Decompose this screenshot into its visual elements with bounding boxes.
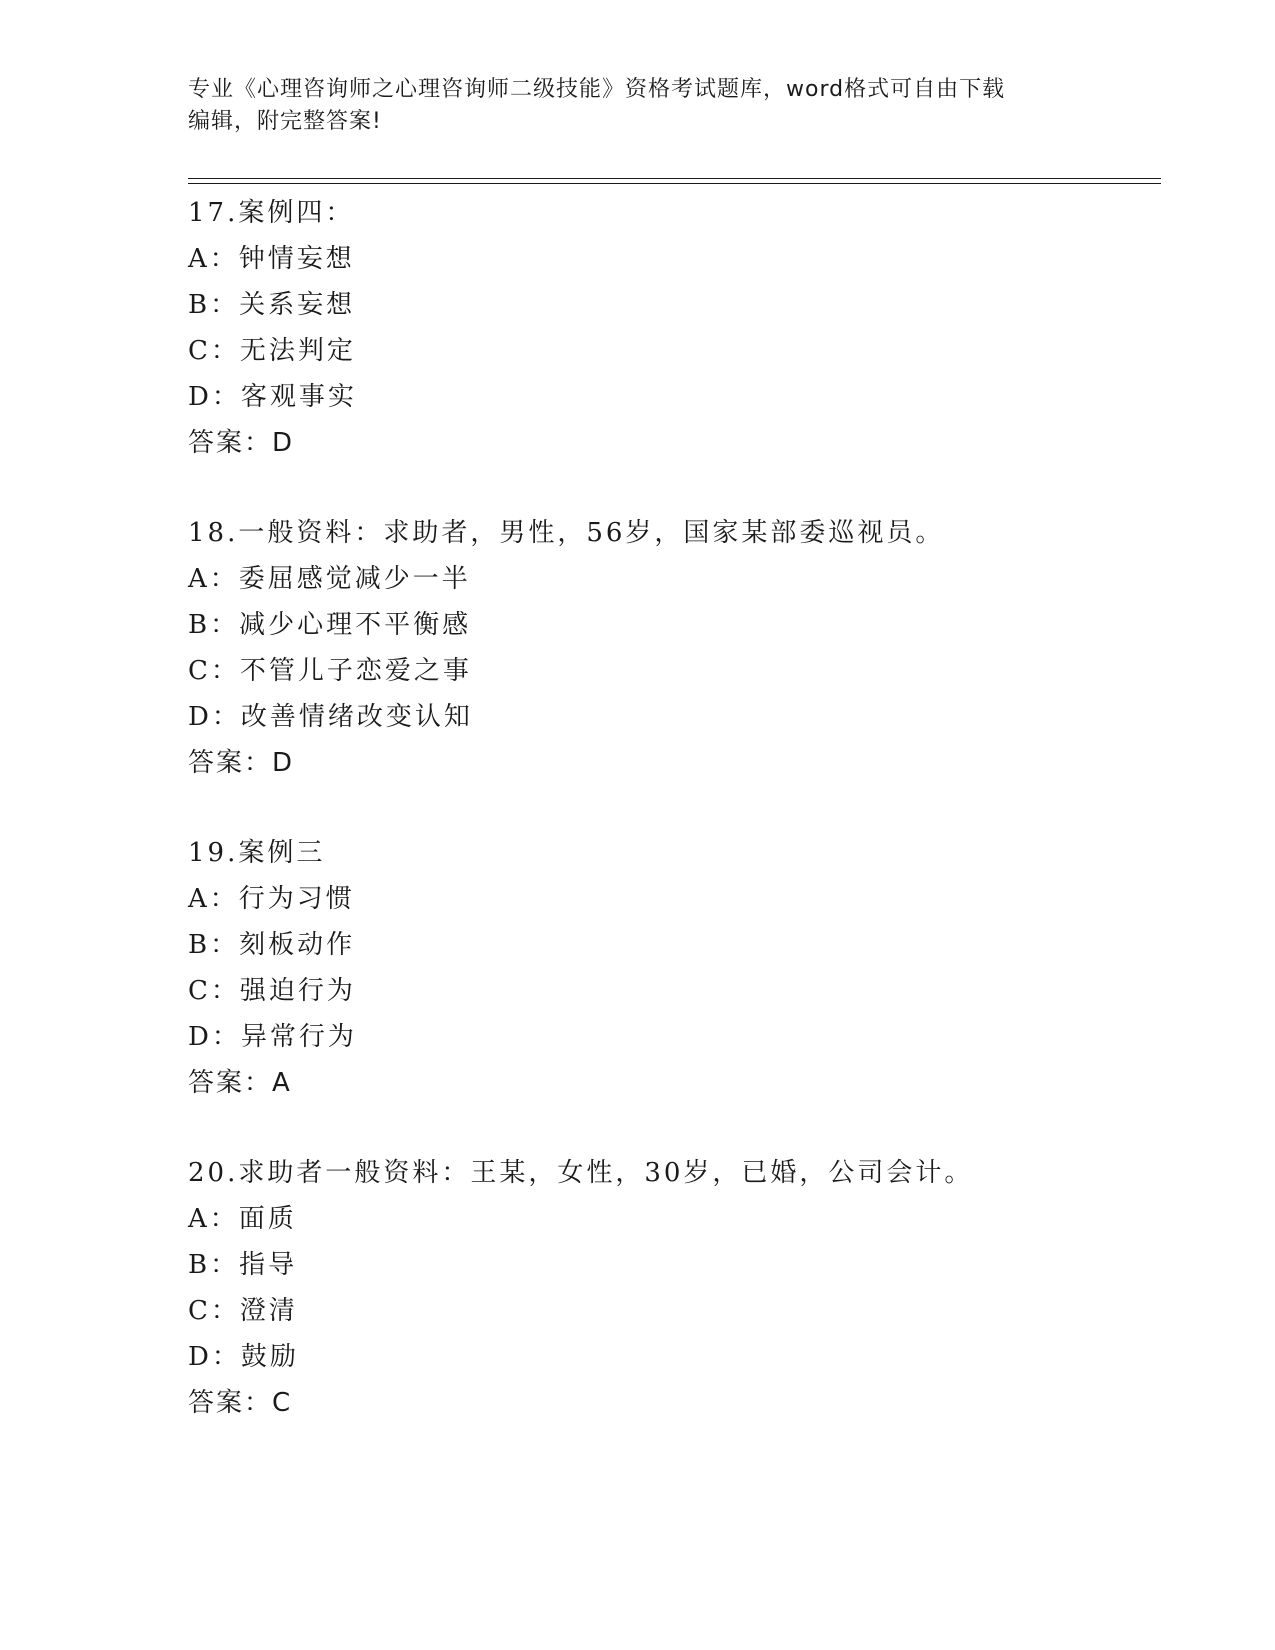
answer-line: 答案：A	[188, 1068, 292, 1098]
document-header	[188, 74, 1088, 138]
option-c: C：不管儿子恋爱之事	[188, 656, 472, 686]
header-line-1: 专业《心理咨询师之心理咨询师二级技能》资格考试题库，word格式可自由下载	[188, 77, 1006, 102]
option-b: B：减少心理不平衡感	[188, 610, 472, 640]
question-19	[188, 830, 1148, 1106]
option-a: A：委屈感觉减少一半	[188, 564, 471, 594]
answer-line: 答案：D	[188, 748, 295, 778]
option-d: D：客观事实	[188, 382, 357, 412]
option-d: D：鼓励	[188, 1342, 299, 1372]
question-20	[188, 1150, 1148, 1426]
option-b: B：关系妄想	[188, 290, 356, 320]
option-a: A：行为习惯	[188, 884, 355, 914]
question-stem: 20.求助者一般资料：王某，女性，30岁，已婚，公司会计。	[188, 1158, 974, 1188]
option-a: A：面质	[188, 1204, 297, 1234]
answer-line: 答案：D	[188, 428, 295, 458]
question-list	[188, 190, 1148, 1426]
header-divider-top	[188, 178, 1161, 179]
option-d: D：改善情绪改变认知	[188, 702, 473, 732]
option-b: B：刻板动作	[188, 930, 356, 960]
question-stem: 17.案例四：	[188, 198, 355, 228]
option-d: D：异常行为	[188, 1022, 357, 1052]
answer-line: 答案：C	[188, 1388, 293, 1418]
option-c: C：无法判定	[188, 336, 356, 366]
header-line-2: 编辑，附完整答案!	[188, 109, 382, 134]
option-c: C：澄清	[188, 1296, 298, 1326]
question-stem: 19.案例三	[188, 838, 326, 868]
question-17	[188, 190, 1148, 466]
option-c: C：强迫行为	[188, 976, 356, 1006]
question-18	[188, 510, 1148, 786]
question-stem: 18.一般资料：求助者，男性，56岁，国家某部委巡视员。	[188, 518, 945, 548]
option-a: A：钟情妄想	[188, 244, 355, 274]
option-b: B：指导	[188, 1250, 298, 1280]
header-divider-bottom	[188, 183, 1161, 184]
